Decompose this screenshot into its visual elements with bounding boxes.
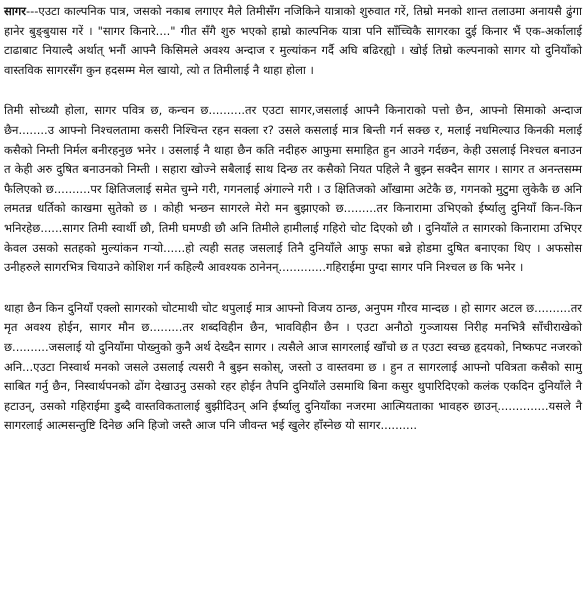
paragraph-text: तिमी सोच्थ्यौ होला, सागर पवित्र छ, कन्चन छ..........तर एउटा सागर,जसलाई आफ्नै किनाराको पत्तो छैन, आफ्नो सिमाको अन्दाज छैन........उ आफ्नो निश्चलतामा कसरी निश्चिन्त रहन सक्ला र? उसले कसलाई मात्र बिन्ती गर्न सक्छ र, मलाई नधमिल्याउ किनकी मलाई कसैको निम्ती निर्मल बनीरहनुछ भनेर । उसलाई नै थाहा छैन कति नदीहरु आफुमा समाहित हुन आउने गर्दछन, केही उसलाई निश्चल बनाउन त केही अरु दुषित बनाउनको निम्ती । सहारा खोज्ने सबैलाई साथ दिन्छ तर कसैको नियत पहिले नै बुझ्न सक्दैन सागर । सागर त अनन्तसम्म फैलिएको छ..........पर क्षितिजलाई समेत चुम्ने गरी, गगनलाई अंगाल्ने गरी । उ क्षितिजको आँखामा अटेकै छ, गगनको मुटुमा लुकेकै छ अनि लमतन्न धर्तिको काखमा सुतेको छ । कोही भन्छन सागरले मेरो मन बुझाएको छ.........तर किनारामा उभिएको ईर्ष्यालु दुनियाँ किन-किन भनिरहेछ......सागर तिमी स्वार्थी छौ, तिमी घमण्डी छौ अनि तिमीले हामीलाई गहिरो चोट दिएको छौ । दुनियाँले त सागरको किनारामा उभिएर केवल उसको सतहको मुल्यांकन गऱ्यो......हो त्यही सतह जसलाई तिनै दुनियाँले आफु सफा बन्ने होडमा दुषित बनाएका थिए । अफसोस उनीहरुले सागरभित्र चियाउने कोशिश गर्न कहिल्यै आवश्यक ठानेनन्.............गहिराईमा पुग्दा सागर पनि निश्चल छ कि भनेर । <box>4 103 582 275</box>
paragraph-second <box>4 101 582 277</box>
paragraph-text: ---एउटा काल्पनिक पात्र, जसको नकाब लगाएर मैले तिमीसँग नजिकिने यात्राको शुरुवात गरें, तिम्रो मनको शान्त तलाउमा अनायसै ढुंगा हानेर बुङ्बुयास गरें । "सागर किनारे...." गीत सँगै शुरु भएको हाम्रो काल्पनिक यात्रा पनि साँच्चिकै सागरका दुई किनार भैं एक-अर्कालाई टाढाबाट नियाल्दै अर्थात् भनौं आफ्नै किसिमले अवश्य अन्दाज र मुल्यांकन गर्दै अघि बढिरह्यो । खोई तिम्रो कल्पनाको सागर यो दुनियाँको वास्तविक सागरसँग कुन हदसम्म मेल खायो, त्यो त तिमीलाई नै थाहा होला । <box>4 4 582 77</box>
title-word: सागर <box>4 4 26 18</box>
article-body <box>4 2 582 457</box>
paragraph-third <box>4 299 582 436</box>
paragraph-text: थाहा छैन किन दुनियाँ एक्लो सागरको चोटमाथी चोट थपुलाई मात्र आफ्नो विजय ठान्छ, अनुपम गौरव मान्दछ । हो सागर अटल छ..........तर मृत अवश्य होईन, सागर मौन छ.........तर शब्दविहीन छैन, भावविहीन छैन । एउटा अनौठो गुञ्जायस निरीह मनभित्रै साँचीराखेको छ..........जसलाई यो दुनियाँमा पोख्नुको कुनै अर्थ देख्दैन सागर । त्यसैले आज सागरलाई खाँचो छ त एउटा स्वच्छ हृदयको, निष्कपट नजरको अनि...एउटा निस्वार्थ मनको जसले उसलाई त्यसरी नै बुझ्न सकोस्, जस्तो उ वास्तवमा छ । हुन त सागरलाई आफ्नो पवित्रता कसैको सामु साबित गर्नु छैन, निस्वार्थपनको ढोंग देखाउनु उसको रहर होईन तैपनि दुनियाँले उसमाथि बिना कसुर थुपारिदिएको कलंक एकदिन दुनियाँले नै हटाउन्, उसको गहिराईमा डुब्दै वास्तविकतालाई बुझीदिउन् अनि ईर्ष्यालु दुनियाँका नजरमा आत्मियताका भावहरु छाउन्..............यसले नै सागरलाई आत्मसन्तुष्टि दिनेछ अनि हिजो जस्तै आज पनि जीवन्त भई खुलेर हाँस्नेछ यो सागर.......... <box>4 300 582 433</box>
paragraph-intro <box>4 2 582 80</box>
